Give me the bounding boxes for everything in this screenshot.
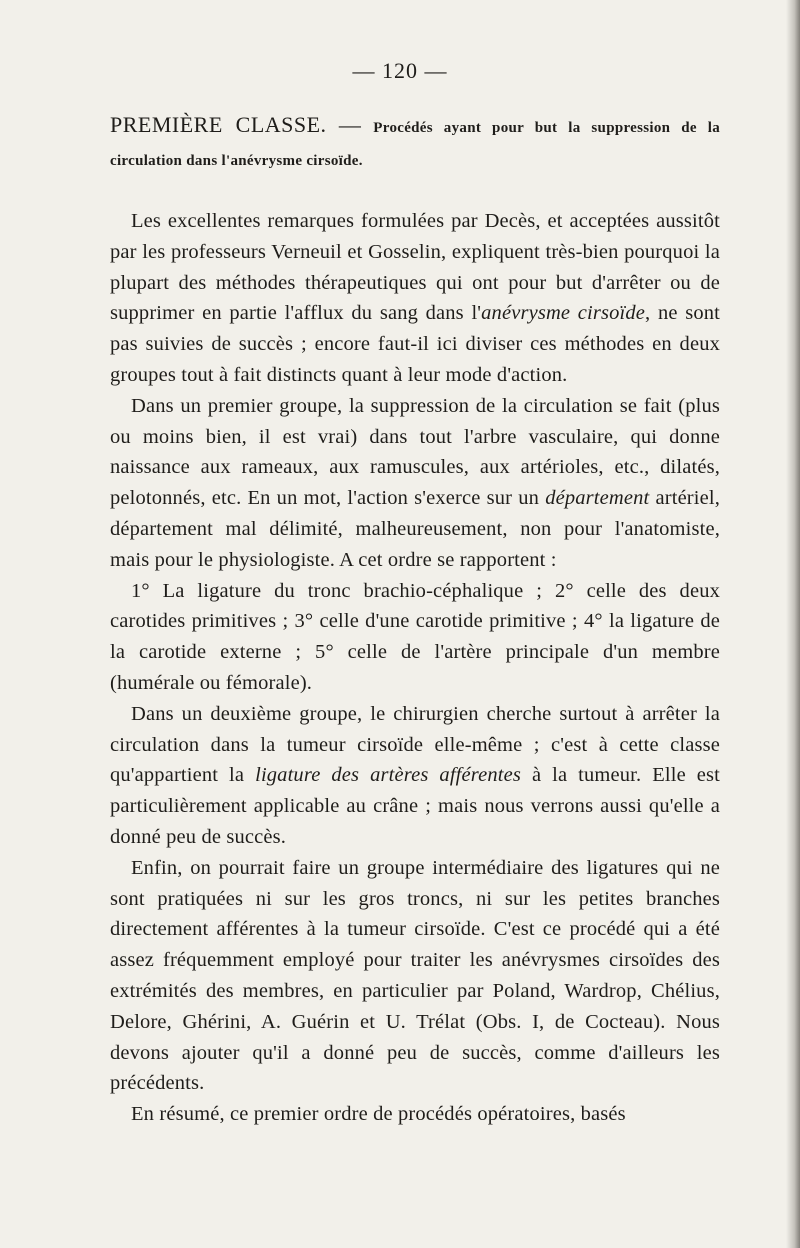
section-class-name: PREMIÈRE CLASSE. (110, 112, 327, 137)
page-edge-shadow (786, 0, 800, 1248)
paragraph-4-text-b: à la tumeur. Elle est particulièrement applicable au crâne ; mais nous verrons aussi qu'elle a donné peu de succès. (110, 764, 720, 848)
text-column (110, 110, 720, 1130)
paragraph-1-italic: anévrysme cirsoïde (481, 302, 646, 325)
page-number: — 120 — (352, 58, 448, 83)
paragraph-2 (110, 391, 720, 576)
section-heading (110, 110, 720, 176)
paragraph-1 (110, 206, 720, 391)
paragraph-1-text-b: , ne sont pas suivies de succès ; encore faut-il ici diviser ces méthodes en deux groupes tout à fait distincts quant à leur mode d'action. (110, 302, 720, 386)
paragraph-5: Enfin, on pourrait faire un groupe intermédiaire des ligatures qui ne sont pratiquées ni sur les gros troncs, ni sur les petites branches directement afférentes à la tumeur cirsoïde. C'est ce procédé qui a été assez fréquemment employé pour traiter les anévrysmes cirsoïdes des extrémités des membres, en particulier par Poland, Wardrop, Chélius, Delore, Ghérini, A. Guérin et U. Trélat (Obs. I, de Cocteau). Nous devons ajouter qu'il a donné peu de succès, comme d'ailleurs les précédents. (110, 856, 720, 1095)
paragraph-6: En résumé, ce premier ordre de procédés opératoires, basés (131, 1103, 626, 1126)
paragraph-2-text-b: artériel, département mal délimité, malheureusement, non pour l'anatomiste, mais pour le physiologiste. A cet ordre se rapportent : (110, 487, 721, 571)
section-subtitle: Procédés ayant pour but la suppression de la circulation dans l'anévrysme cirsoïde. (110, 120, 721, 169)
paragraph-4-text-a: Dans un deuxième groupe, le chirurgien cherche surtout à arrêter la circulation dans la tumeur cirsoïde elle-même ; c'est à cette classe qu'appartient la (110, 702, 720, 787)
paragraph-2-text-a: Dans un premier groupe, la suppression de la circulation se fait (plus ou moins bien, il est vrai) dans tout l'arbre vasculaire, qui donne naissance aux rameaux, aux ramuscules, aux artérioles, etc., dilatés, pelotonnés, etc. En un mot, l'action s'exerce sur un (110, 394, 720, 510)
heading-dash: — (326, 112, 374, 137)
paragraph-4-italic: ligature des artères afférentes (255, 764, 521, 787)
paragraph-3: 1° La ligature du tronc brachio-céphalique ; 2° celle des deux carotides primitives ; 3° celle d'une carotide primitive ; 4° la ligature de la carotide externe ; 5° celle de l'artère principale d'un membre (humérale ou fémorale). (110, 579, 720, 694)
paragraph-2-italic: département (545, 487, 650, 510)
paragraph-1-text-a: Les excellentes remarques formulées par Decès, et acceptées aussitôt par les professeurs Verneuil et Gosselin, expliquent très-bien pourquoi la plupart des méthodes thérapeutiques qui ont pour but d'arrêter ou de supprimer en partie l'afflux du sang dans l' (110, 210, 720, 325)
paragraph-4 (110, 699, 720, 853)
